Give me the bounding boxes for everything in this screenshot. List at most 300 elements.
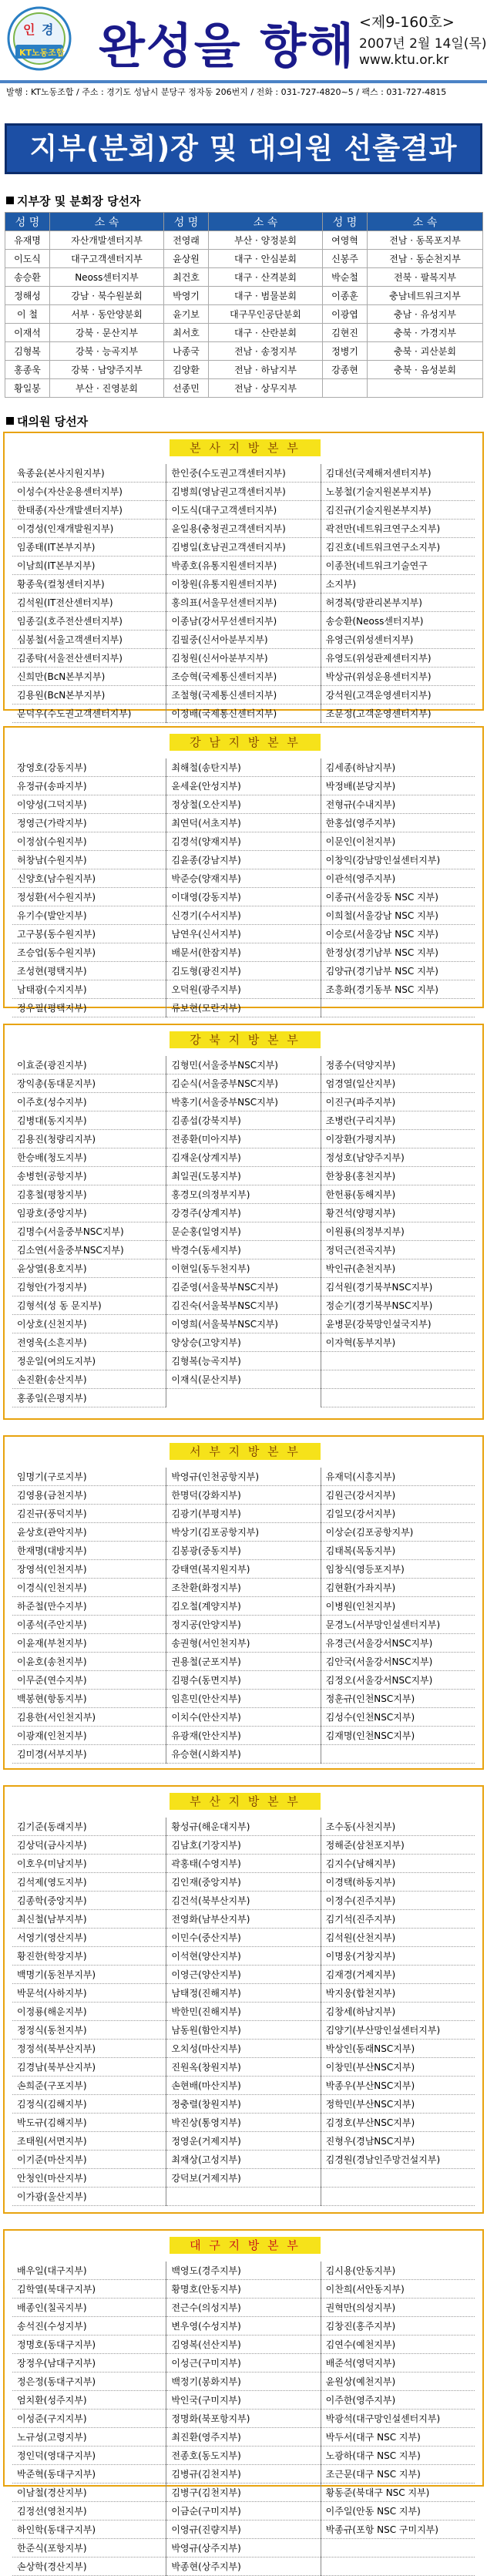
delegate-entry: 김일모(강서지부) <box>321 1505 475 1523</box>
leader-affiliation-cell: 충북 · 음성분회 <box>368 361 483 379</box>
table-header-row <box>5 213 483 231</box>
delegate-entry: 홍종일(은평지부) <box>12 1389 166 1407</box>
section-title: 대의원 당선자 <box>17 415 89 429</box>
delegate-entry: 김순식(서울중부NSC지부) <box>166 1074 320 1093</box>
delegate-entry: 허창남(수원지부) <box>12 851 166 869</box>
leader-affiliation-cell: 자산개발센터지부 <box>50 231 164 250</box>
header-cell: 소 속 <box>50 213 164 231</box>
delegate-entry: 김석원(경기북부NSC지부) <box>321 1278 475 1296</box>
leader-name-cell: 이광엽 <box>323 305 368 324</box>
delegate-entry: 신희만(BcN본부지부) <box>12 668 166 686</box>
delegate-column <box>321 1056 475 1407</box>
delegate-entry: 김남호(기장지부) <box>166 1836 320 1855</box>
leader-affiliation-cell <box>368 379 483 398</box>
delegate-entry: 조문정(고객운영센터지부) <box>321 705 475 723</box>
delegate-entry: 정정식(동천지부) <box>12 2021 166 2040</box>
delegate-entry: 김세종(하남지부) <box>321 758 475 777</box>
delegate-entry: 조승혁(국제통신센터지부) <box>166 668 320 686</box>
delegate-entry: 김창진(홍주지부) <box>321 2317 475 2336</box>
leader-affiliation-cell: 전북 · 팔복지부 <box>368 268 483 287</box>
delegate-columns <box>12 758 475 1017</box>
leader-name-cell: 신봉주 <box>323 250 368 268</box>
leader-name-cell: 윤상원 <box>164 250 209 268</box>
delegate-entry: 전형규(수내지부) <box>321 795 475 814</box>
delegate-entry: 김기석(진주지부) <box>321 1910 475 1929</box>
svg-text:인: 인 <box>23 22 35 37</box>
delegate-entry: 한헌룡(동해지부) <box>321 1185 475 1204</box>
delegate-entry: 백명기(동천부지부) <box>12 1966 166 1984</box>
delegate-entry: 류보현(모란지부) <box>166 999 320 1017</box>
delegate-entry: 이진구(파주지부) <box>321 1093 475 1111</box>
delegate-entry: 이광재(인천지부) <box>12 1727 166 1745</box>
delegate-entry <box>321 2169 475 2188</box>
region-box <box>3 1024 484 1420</box>
delegate-entry: 김평수(동면지부) <box>166 1671 320 1690</box>
leader-affiliation-cell: 전남 · 동순천지부 <box>368 250 483 268</box>
leader-affiliation-cell: 충북 · 괴산분회 <box>368 342 483 361</box>
delegate-entry: 최재상(고성지부) <box>166 2151 320 2169</box>
delegate-entry: 김태복(목동지부) <box>321 1542 475 1560</box>
delegate-entry: 김진호(네트워크연구소지부) <box>321 538 475 557</box>
delegate-entry: 정명화(북포항지부) <box>166 2410 320 2428</box>
delegate-entry: 김종학(중앙지부) <box>12 1892 166 1910</box>
delegate-entry: 이가광(울산지부) <box>12 2188 166 2206</box>
leader-affiliation-cell: 대구고객센터지부 <box>50 250 164 268</box>
delegate-entry: 김인재(중앙지부) <box>166 1873 320 1892</box>
delegate-entry: 박종우(부산NSC지부) <box>321 2077 475 2095</box>
delegate-entry: 최신철(남부지부) <box>12 1910 166 1929</box>
delegate-entry: 노규성(고령지부) <box>12 2428 166 2447</box>
delegate-entry: 김형민(서울중부NSC지부) <box>166 1056 320 1074</box>
delegate-entry: 황종욱(컬청센터지부) <box>12 575 166 594</box>
leader-name-cell: 선종민 <box>164 379 209 398</box>
delegate-entry: 엄경열(일산지부) <box>321 1074 475 1093</box>
delegate-entry: 이경성(인재개발원지부) <box>12 520 166 538</box>
delegate-entry <box>321 1745 475 1764</box>
delegate-entry: 임광호(중앙지부) <box>12 1204 166 1222</box>
delegate-entry: 정해준(삼천포지부) <box>321 1836 475 1855</box>
delegate-entry: 이윤재(부천지부) <box>12 1634 166 1653</box>
leader-affiliation-cell: 충북 · 가경지부 <box>368 324 483 342</box>
leader-affiliation-cell: 대구 · 안심분회 <box>209 250 323 268</box>
delegate-entry: 소지부) <box>321 575 475 594</box>
delegate-entry: 정우필(평택지부) <box>12 999 166 1017</box>
delegate-entry: 김용한(서인천지부) <box>12 1708 166 1727</box>
delegate-entry: 정영근(가락지부) <box>12 814 166 832</box>
delegate-entry: 오덕원(광주지부) <box>166 980 320 999</box>
delegate-entry: 김재운(상계지부) <box>166 1148 320 1167</box>
delegate-entry: 한홍섭(영주지부) <box>321 814 475 832</box>
region-title: 강 북 지 방 본 부 <box>170 1031 321 1048</box>
delegate-entry: 이무준(연수지부) <box>12 1671 166 1690</box>
delegate-column <box>166 464 320 723</box>
issue-date: 2007년 2월 14일(목) <box>359 36 487 52</box>
delegate-entry: 윤일용(충청권고객센터지부) <box>166 520 320 538</box>
delegate-entry: 이상순(김포공항지부) <box>321 1523 475 1542</box>
delegate-column <box>166 2262 320 2576</box>
delegate-entry: 임명기(구로지부) <box>12 1468 166 1486</box>
delegate-entry: 배우일(대구지부) <box>12 2262 166 2280</box>
delegate-entry: 김진숙(서울북부NSC지부) <box>166 1296 320 1315</box>
delegate-entry: 이종석(주안지부) <box>12 1616 166 1634</box>
header-cell: 소 속 <box>368 213 483 231</box>
delegate-column <box>321 464 475 723</box>
delegate-entry: 유승현(시화지부) <box>166 1745 320 1764</box>
leader-affiliation-cell: 전남 · 송정지부 <box>209 342 323 361</box>
delegate-entry: 임종길(호주전산센터지부) <box>12 612 166 631</box>
delegate-entry: 박준승(양재지부) <box>166 869 320 888</box>
leader-affiliation-cell: 강북 · 문산지부 <box>50 324 164 342</box>
delegate-entry: 황건석(양평지부) <box>321 1204 475 1222</box>
newsletter-header <box>0 0 487 99</box>
delegate-entry: 강태연(복지원지부) <box>166 1560 320 1579</box>
section-heading-delegates <box>6 413 88 429</box>
delegate-entry: 김정선(영천지부) <box>12 2502 166 2521</box>
delegate-entry: 정덕근(전곡지부) <box>321 1241 475 1259</box>
delegate-entry: 노광하(대구 NSC 지부) <box>321 2447 475 2465</box>
delegate-entry: 심봉철(서울고객센터지부) <box>12 631 166 649</box>
delegate-entry: 이창민(부산NSC지부) <box>321 2058 475 2077</box>
leader-name-cell <box>323 379 368 398</box>
delegate-entry: 박도규(김해지부) <box>12 2114 166 2132</box>
table-row <box>5 231 483 250</box>
delegate-entry: 김안국(서울강서NSC지부) <box>321 1653 475 1671</box>
delegate-entry: 전종환(미아지부) <box>166 1130 320 1148</box>
delegate-entry: 윤병문(강북망인설국지부) <box>321 1315 475 1333</box>
leader-name-cell: 정해성 <box>5 287 50 305</box>
leader-affiliation-cell: 대구 · 산란분회 <box>209 324 323 342</box>
delegate-entry: 박진상(통영지부) <box>166 2114 320 2132</box>
website-link[interactable]: www.ktu.or.kr <box>359 52 449 68</box>
delegate-entry: 김대선(국제해저센터지부) <box>321 464 475 483</box>
issue-number: <제9-160호> <box>359 14 455 31</box>
delegate-entry: 양상승(고양지부) <box>166 1333 320 1352</box>
delegate-entry: 이양성(그덕지부) <box>12 795 166 814</box>
delegate-entry: 이자혁(동부지부) <box>321 1333 475 1352</box>
delegate-entry: 이주일(안동 NSC 지부) <box>321 2502 475 2521</box>
delegate-column <box>12 1818 166 2206</box>
union-logo-icon <box>6 5 72 76</box>
leader-name-cell: 홍종욱 <box>5 361 50 379</box>
delegate-entry: 정운일(여의도지부) <box>12 1352 166 1370</box>
delegate-entry: 김건석(북부산지부) <box>166 1892 320 1910</box>
delegate-entry: 박종현(상주지부) <box>166 2558 320 2576</box>
delegate-entry: 김진규(풍덕지부) <box>12 1505 166 1523</box>
delegate-entry: 김종섭(강북지부) <box>166 1111 320 1130</box>
delegate-entry: 손희준(구포지부) <box>12 2077 166 2095</box>
leader-affiliation-cell: 부산 · 진영분회 <box>50 379 164 398</box>
delegate-entry: 조수동(사천지부) <box>321 1818 475 1836</box>
delegate-entry: 권혁만(의성지부) <box>321 2299 475 2317</box>
leader-affiliation-cell: 강북 · 능곡지부 <box>50 342 164 361</box>
leader-name-cell: 이도식 <box>5 250 50 268</box>
section-heading-branch-leaders <box>6 193 141 209</box>
leader-name-cell: 전영래 <box>164 231 209 250</box>
delegate-entry: 손상학(경산지부) <box>12 2558 166 2576</box>
delegate-columns <box>12 1056 475 1407</box>
delegate-entry: 유정규(송파지부) <box>12 777 166 795</box>
delegate-entry: 안청인(마산지부) <box>12 2169 166 2188</box>
bullet-square-icon <box>6 197 14 204</box>
branch-leaders-table <box>5 212 483 398</box>
delegate-entry: 박지웅(합천지부) <box>321 1984 475 2003</box>
delegate-entry: 한태종(자산개발센터지부) <box>12 501 166 520</box>
leader-affiliation-cell: 서부 · 동안양분회 <box>50 305 164 324</box>
leader-name-cell: 김양환 <box>164 361 209 379</box>
delegate-entry: 이주한(영주지부) <box>321 2391 475 2410</box>
bullet-square-icon <box>6 417 14 425</box>
delegate-entry: 유기수(발안지부) <box>12 906 166 925</box>
leader-affiliation-cell: 충남 · 유성지부 <box>368 305 483 324</box>
delegate-entry: 임흔민(안산지부) <box>166 1690 320 1708</box>
leader-affiliation-cell: 충남네트워크지부 <box>368 287 483 305</box>
delegate-entry: 전영화(남부산지부) <box>166 1910 320 1929</box>
delegate-entry: 전근수(의성지부) <box>166 2299 320 2317</box>
delegate-entry: 고구봉(동수원지부) <box>12 925 166 943</box>
delegate-entry: 곽전만(네트워크연구소지부) <box>321 520 475 538</box>
delegate-entry: 정영운(거제지부) <box>166 2132 320 2151</box>
delegate-entry: 박홍기(서울중부NSC지부) <box>166 1093 320 1111</box>
delegate-entry: 백봉현(항동지부) <box>12 1690 166 1708</box>
leader-affiliation-cell: 전남 · 상무지부 <box>209 379 323 398</box>
delegate-entry: 김정호(부산NSC지부) <box>321 2114 475 2132</box>
delegate-entry: 엄치환(성주지부) <box>12 2391 166 2410</box>
delegate-entry: 김현환(가좌지부) <box>321 1579 475 1597</box>
delegate-entry: 송석진(수성지부) <box>12 2317 166 2336</box>
delegate-entry: 육종윤(본사지원지부) <box>12 464 166 483</box>
section-title: 지부장 및 분회장 당선자 <box>17 194 141 208</box>
delegate-entry: 남태정(진해지부) <box>166 1984 320 2003</box>
region-title: 대 구 지 방 본 부 <box>170 2237 321 2254</box>
delegate-column <box>166 1056 320 1407</box>
delegate-entry: 하인학(동대구지부) <box>12 2521 166 2539</box>
delegate-entry: 유영도(위성관제센터지부) <box>321 649 475 668</box>
delegate-entry: 김준영(서울북부NSC지부) <box>166 1278 320 1296</box>
leader-name-cell: 정병기 <box>323 342 368 361</box>
delegate-entry: 김병규(김천지부) <box>166 2465 320 2484</box>
delegate-column <box>166 758 320 1017</box>
delegate-entry: 손현배(마산지부) <box>166 2077 320 2095</box>
delegate-entry: 황진한(학장지부) <box>12 1947 166 1966</box>
delegate-entry: 이성근(구미지부) <box>166 2354 320 2373</box>
region-title: 본 사 지 방 본 부 <box>170 439 321 456</box>
header-cell: 소 속 <box>209 213 323 231</box>
delegate-entry: 한준식(포항지부) <box>12 2539 166 2558</box>
delegate-entry: 정인덕(영대구지부) <box>12 2447 166 2465</box>
table-row <box>5 324 483 342</box>
delegate-entry: 박두서(대구 NSC 지부) <box>321 2428 475 2447</box>
delegate-entry: 신양호(남수원지부) <box>12 869 166 888</box>
leader-name-cell: 이 철 <box>5 305 50 324</box>
delegate-entry: 강경주(상계지부) <box>166 1204 320 1222</box>
delegate-entry: 김오철(계양지부) <box>166 1597 320 1616</box>
delegate-columns <box>12 464 475 723</box>
region-title: 서 부 지 방 본 부 <box>170 1443 321 1460</box>
delegate-entry: 박종규(포항 NSC 구미지부) <box>321 2521 475 2539</box>
delegate-entry: 조흥화(경기동부 NSC 지부) <box>321 980 475 999</box>
delegate-entry: 최연덕(서초지부) <box>166 814 320 832</box>
delegate-entry: 박경수(동세지부) <box>166 1241 320 1259</box>
delegate-entry: 박종호(유통지원센터지부) <box>166 557 320 575</box>
delegate-entry: 박상기(김포공항지부) <box>166 1523 320 1542</box>
delegate-entry: 이정수(진주지부) <box>321 1892 475 1910</box>
svg-text:경: 경 <box>42 22 54 37</box>
delegate-entry: 황성규(해운대지부) <box>166 1818 320 1836</box>
delegate-entry: 이상호(신천지부) <box>12 1315 166 1333</box>
header-divider <box>0 80 487 83</box>
delegate-entry <box>321 1352 475 1370</box>
leader-affiliation-cell: 대구 · 산격분회 <box>209 268 323 287</box>
delegate-entry: 이도식(대구고객센터지부) <box>166 501 320 520</box>
delegate-entry: 윤상열(용호지부) <box>12 1259 166 1278</box>
delegate-entry: 조찬환(화정지부) <box>166 1579 320 1597</box>
leader-affiliation-cell: 대구 · 범물분회 <box>209 287 323 305</box>
delegate-entry: 남동원(함안지부) <box>166 2021 320 2040</box>
delegate-entry: 김필중(신서아분부지부) <box>166 631 320 649</box>
delegate-entry: 강석원(고객운영센터지부) <box>321 686 475 705</box>
delegate-entry: 김진규(기술지원본부지부) <box>321 501 475 520</box>
delegate-entry: 남태광(수지지부) <box>12 980 166 999</box>
region-box <box>3 1785 484 2214</box>
delegate-entry: 이금순(구미지부) <box>166 2502 320 2521</box>
delegate-entry: 김석원(산천지부) <box>321 1929 475 1947</box>
delegate-columns <box>12 1818 475 2206</box>
delegate-entry: 김시용(안동지부) <box>321 2262 475 2280</box>
delegate-entry <box>166 2188 320 2206</box>
delegate-entry: 전영욱(소흔지부) <box>12 1333 166 1352</box>
delegate-entry: 정순기(경기북부NSC지부) <box>321 1296 475 1315</box>
delegate-entry: 정명호(동대구지부) <box>12 2336 166 2354</box>
delegate-entry: 장익총(동대문지부) <box>12 1074 166 1093</box>
delegate-entry: 김용진(청량리지부) <box>12 1130 166 1148</box>
delegate-entry: 김기준(동래지부) <box>12 1818 166 1836</box>
leader-name-cell: 나종국 <box>164 342 209 361</box>
delegate-entry: 이경택(하동지부) <box>321 1873 475 1892</box>
delegate-entry <box>321 1370 475 1389</box>
header-cell: 성 명 <box>323 213 368 231</box>
leader-affiliation-cell: Neoss센터지부 <box>50 268 164 287</box>
newsletter-title: 완성을 향해 <box>99 18 356 74</box>
delegate-entry: 이정룡(해운지부) <box>12 2003 166 2021</box>
leader-affiliation-cell: 전남 · 동목포지부 <box>368 231 483 250</box>
delegate-entry: 김원근(강서지부) <box>321 1486 475 1505</box>
publisher-info: 발행 : KT노동조합 / 주소 : 경기도 성남시 분당구 정자동 206번지 / 전화 : 031-727-4820~5 / 팩스 : 031-727-4815 <box>6 87 447 97</box>
delegate-entry: 장정우(남대구지부) <box>12 2354 166 2373</box>
leader-affiliation-cell: 전남 · 하남지부 <box>209 361 323 379</box>
delegate-entry: 이대영(강동지부) <box>166 888 320 906</box>
delegate-entry: 이영희(서울북부NSC지부) <box>166 1315 320 1333</box>
delegate-entry: 이종남(강서무선센터지부) <box>166 612 320 631</box>
delegate-entry: 김도형(광진지부) <box>166 962 320 980</box>
delegate-entry: 한정상(경기남부 NSC 지부) <box>321 943 475 962</box>
delegate-entry: 조철형(국제통신센터지부) <box>166 686 320 705</box>
delegate-entry: 김학열(북대구지부) <box>12 2280 166 2299</box>
delegate-entry: 이호우(미남지부) <box>12 1855 166 1873</box>
delegate-entry: 이명웅(거창지부) <box>321 1947 475 1966</box>
delegate-entry: 박정배(분당지부) <box>321 777 475 795</box>
delegate-entry: 하준철(만수지부) <box>12 1597 166 1616</box>
delegate-entry: 김양규(경기남부 NSC 지부) <box>321 962 475 980</box>
region-title: 강 남 지 방 본 부 <box>170 734 321 751</box>
delegate-entry: 권용철(군포지부) <box>166 1653 320 1671</box>
delegate-entry: 곽홍태(수영지부) <box>166 1855 320 1873</box>
delegate-entry: 이영근(양산지부) <box>166 1966 320 1984</box>
delegate-entry: 김재명(인천NSC지부) <box>321 1727 475 1745</box>
leader-name-cell: 박영기 <box>164 287 209 305</box>
delegate-entry: 이기준(마산지부) <box>12 2151 166 2169</box>
delegate-entry: 이민수(중산지부) <box>166 1929 320 1947</box>
delegate-entry: 박인규(춘천지부) <box>321 1259 475 1278</box>
delegate-entry: 정성환(서수원지부) <box>12 888 166 906</box>
delegate-entry: 조성현(평택지부) <box>12 962 166 980</box>
headline-banner <box>5 123 482 174</box>
delegate-entry: 김소연(서울중부NSC지부) <box>12 1241 166 1259</box>
delegate-column <box>321 2262 475 2576</box>
region-title: 부 산 지 방 본 부 <box>170 1793 321 1810</box>
leader-name-cell: 강종현 <box>323 361 368 379</box>
delegate-entry: 오치성(마산지부) <box>166 2040 320 2058</box>
delegate-entry: 이승로(서울강남 NSC 지부) <box>321 925 475 943</box>
delegate-entry: 유재덕(시흥지부) <box>321 1468 475 1486</box>
delegate-entry: 문경노(서부망인설센터지부) <box>321 1616 475 1634</box>
delegate-entry <box>321 999 475 1017</box>
delegate-entry: 이남희(IT본부지부) <box>12 557 166 575</box>
delegate-entry: 전종호(동도지부) <box>166 2447 320 2465</box>
delegate-entry: 유경근(서울강서NSC지부) <box>321 1634 475 1653</box>
delegate-entry: 조태원(서면지부) <box>12 2132 166 2151</box>
delegate-entry: 조승업(동수원지부) <box>12 943 166 962</box>
delegate-entry: 이재식(문산지부) <box>166 1370 320 1389</box>
delegate-entry: 윤원상(예천지부) <box>321 2373 475 2391</box>
delegate-entry: 유영근(위성센터지부) <box>321 631 475 649</box>
delegate-entry: 김형복(능곡지부) <box>166 1352 320 1370</box>
delegate-entry: 최일권(도봉지부) <box>166 1167 320 1185</box>
leader-name-cell: 송승환 <box>5 268 50 287</box>
delegate-entry: 진형우(경남NSC지부) <box>321 2132 475 2151</box>
table-row <box>5 268 483 287</box>
delegate-entry: 정성호(남양주지부) <box>321 1148 475 1167</box>
delegate-entry: 최해철(송탄지부) <box>166 758 320 777</box>
table-row <box>5 342 483 361</box>
delegate-entry: 노봉철(기술지원본부지부) <box>321 483 475 501</box>
delegate-entry: 김창세(하남지부) <box>321 2003 475 2021</box>
delegate-entry: 문덕우(수도권고객센터지부) <box>12 705 166 723</box>
delegate-entry: 정상철(오산지부) <box>166 795 320 814</box>
delegate-entry: 송권형(서인천지부) <box>166 1634 320 1653</box>
delegate-entry: 김연수(예천지부) <box>321 2336 475 2354</box>
delegate-entry: 이치수(안산지부) <box>166 1708 320 1727</box>
delegate-column <box>12 1056 166 1407</box>
delegate-entry: 허경복(망관리본부지부) <box>321 594 475 612</box>
delegate-entry: 박준혁(동대구지부) <box>12 2465 166 2484</box>
leader-name-cell: 박순철 <box>323 268 368 287</box>
delegate-column <box>321 1818 475 2206</box>
delegate-entry: 조근문(대구 NSC 지부) <box>321 2465 475 2484</box>
delegate-entry: 박상인(동래NSC지부) <box>321 2040 475 2058</box>
delegate-entry: 이문인(이천지부) <box>321 832 475 851</box>
delegate-entry: 김석원(IT전산센터지부) <box>12 594 166 612</box>
delegate-entry: 김종탁(서울전산센터지부) <box>12 649 166 668</box>
region-box <box>3 432 484 719</box>
delegate-entry <box>321 2558 475 2576</box>
delegate-entry: 이정삼(수원지부) <box>12 832 166 851</box>
delegate-entry: 김봉광(중동지부) <box>166 1542 320 1560</box>
leader-name-cell: 이종훈 <box>323 287 368 305</box>
delegate-entry: 김석제(영도지부) <box>12 1873 166 1892</box>
delegate-entry: 박영규(인천공항지부) <box>166 1468 320 1486</box>
delegate-entry <box>321 2539 475 2558</box>
leader-name-cell: 황일봉 <box>5 379 50 398</box>
